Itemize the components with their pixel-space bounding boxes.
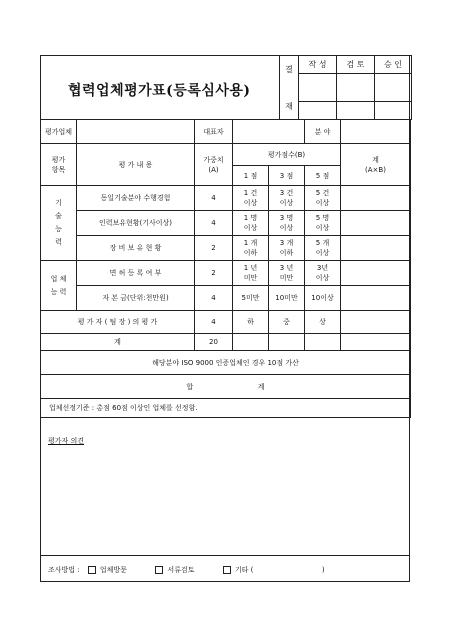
row-weight: 2 (195, 261, 233, 286)
company-field[interactable] (77, 120, 195, 144)
opinion-label: 평가자 의견 (48, 437, 85, 445)
score-header: 평가점수(B) (233, 144, 341, 166)
option-docs: 서류검토 (167, 566, 195, 574)
score-col-5: 5 점 (305, 166, 341, 186)
row-weight: 4 (195, 186, 233, 211)
approval-side-label (280, 56, 299, 120)
approval-date-review[interactable] (337, 102, 375, 120)
row-score-1: 1 개 이하 (233, 236, 269, 261)
approval-col-approve: 승 인 (375, 56, 412, 74)
sum-label: 계 (41, 334, 195, 351)
checkbox-docs[interactable] (155, 566, 163, 574)
selection-criteria: 업체선정기준 : 총점 60점 이상인 업체를 선정함. (41, 399, 411, 418)
row-content: 동일기술분야 수행경험 (77, 186, 195, 211)
weight-header: 가중치 (A) (195, 144, 233, 186)
rep-label: 대표자 (195, 120, 233, 144)
row-total[interactable] (341, 211, 411, 236)
option-close: ) (321, 566, 325, 574)
row-content: 자 본 금(단위:천만원) (77, 286, 195, 311)
survey-method (48, 565, 325, 575)
form-title: 협력업체평가표(등록심사용) (68, 83, 251, 99)
score-col-1: 1 점 (233, 166, 269, 186)
row-content: 인력보유현황(기사이상) (77, 211, 195, 236)
total-header: 계 (A×B) (341, 144, 411, 186)
option-visit: 업체방문 (99, 566, 127, 574)
row-score-3: 3 건 이상 (269, 186, 305, 211)
row-content: 장 비 보 유 현 황 (77, 236, 195, 261)
item-header: 평가 항목 (41, 144, 77, 186)
sum-cell (269, 334, 305, 351)
approval-box (279, 55, 412, 120)
evaluator-low: 하 (233, 311, 269, 334)
company-label: 평가업체 (41, 120, 77, 144)
field-input[interactable] (341, 120, 411, 144)
row-score-3: 3 개 이하 (269, 236, 305, 261)
row-score-1: 1 년 미만 (233, 261, 269, 286)
option-other: 기타 ( (234, 566, 254, 574)
row-score-5: 5 건 이상 (305, 186, 341, 211)
row-score-1: 1 명 이상 (233, 211, 269, 236)
row-score-3: 3 년 미만 (269, 261, 305, 286)
evaluation-table (40, 119, 411, 418)
approval-col-writer: 작 성 (299, 56, 337, 74)
evaluator-label: 평 가 자 ( 팀 장 ) 의 평 가 (41, 311, 195, 334)
approval-side-bottom: 재 (285, 101, 293, 111)
approval-date-approve[interactable] (375, 102, 412, 120)
field-label: 분 야 (305, 120, 341, 144)
approval-sign-writer[interactable] (299, 74, 337, 102)
grand-total-row[interactable] (41, 375, 411, 399)
sum-cell (305, 334, 341, 351)
score-col-3: 3 점 (269, 166, 305, 186)
row-score-5: 3년 이상 (305, 261, 341, 286)
row-score-1: 5미만 (233, 286, 269, 311)
checkbox-other[interactable] (223, 566, 231, 574)
divider (40, 555, 410, 556)
group-company: 업 체 능 력 (41, 261, 77, 311)
row-total[interactable] (341, 261, 411, 286)
approval-side-top: 결 (285, 64, 293, 74)
row-total[interactable] (341, 236, 411, 261)
row-weight: 4 (195, 286, 233, 311)
row-total[interactable] (341, 186, 411, 211)
evaluator-mid: 중 (269, 311, 305, 334)
row-score-5: 5 개 이상 (305, 236, 341, 261)
evaluator-high: 상 (305, 311, 341, 334)
rep-field[interactable] (233, 120, 305, 144)
approval-date-writer[interactable] (299, 102, 337, 120)
row-weight: 2 (195, 236, 233, 261)
checkbox-visit[interactable] (88, 566, 96, 574)
evaluator-weight: 4 (195, 311, 233, 334)
sum-cell (233, 334, 269, 351)
row-content: 면 허 등 록 여 부 (77, 261, 195, 286)
row-score-3: 3 명 이상 (269, 211, 305, 236)
iso-note: 해당분야 ISO 9000 인증업체인 경우 10점 가산 (41, 351, 411, 375)
row-total[interactable] (341, 286, 411, 311)
row-weight: 4 (195, 211, 233, 236)
row-score-3: 10미만 (269, 286, 305, 311)
approval-col-review: 검 토 (337, 56, 375, 74)
row-score-5: 10이상 (305, 286, 341, 311)
group-tech: 기 술 능 력 (41, 186, 77, 261)
grand-total-label-2: 계 (257, 382, 265, 391)
method-label: 조사방법 : (48, 566, 80, 574)
sum-total[interactable] (341, 334, 411, 351)
row-score-5: 5 명 이상 (305, 211, 341, 236)
approval-sign-approve[interactable] (375, 74, 412, 102)
opinion-area[interactable] (41, 448, 409, 554)
content-header: 평 가 내 용 (77, 144, 195, 186)
grand-total-label-1: 합 (186, 382, 194, 391)
row-score-1: 1 건 이상 (233, 186, 269, 211)
sum-weight: 20 (195, 334, 233, 351)
evaluator-total[interactable] (341, 311, 411, 334)
approval-sign-review[interactable] (337, 74, 375, 102)
